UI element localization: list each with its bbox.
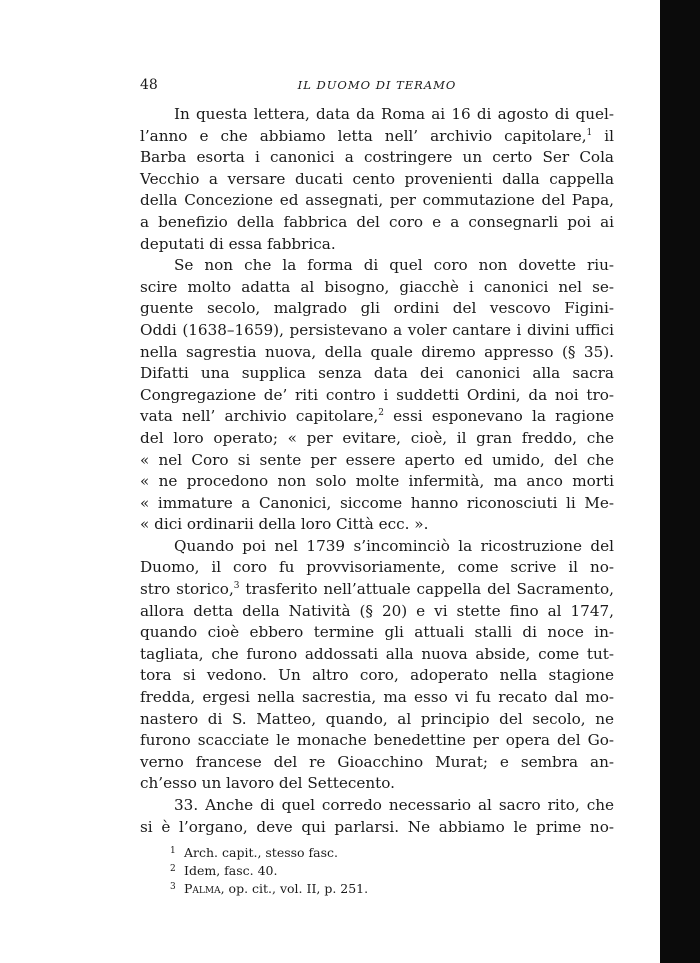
footnote-text: Arch. capit., stesso fasc. xyxy=(184,845,339,860)
text-line-content: Congregazione de’ riti contro i suddetti Ordini, da noi tro- xyxy=(140,385,614,404)
text-line-content: a benefizio della fabbrica del coro e a consegnarli poi ai xyxy=(140,212,614,231)
text-line xyxy=(140,363,614,385)
text-line xyxy=(140,471,614,493)
text-line xyxy=(140,579,614,601)
text-line xyxy=(140,277,614,299)
text-line xyxy=(140,622,614,644)
text-line-content: Vecchio a versare ducati cento provenienti dalla cappella xyxy=(140,169,614,188)
text-line-content: ch’esso un lavoro del Settecento. xyxy=(140,774,395,793)
scan-dark-edge xyxy=(660,0,700,963)
text-line-content: Difatti una supplica senza data dei canonici alla sacra xyxy=(140,364,614,383)
text-line xyxy=(140,536,614,558)
text-line-content: Quando poi nel 1739 s’incominciò la ricostruzione del xyxy=(174,536,614,555)
footnote-author: Palma xyxy=(184,881,221,896)
text-line xyxy=(140,709,614,731)
text-line-content: si è l’organo, deve qui parlarsi. Ne abbiamo le prime no- xyxy=(140,817,614,836)
text-line xyxy=(140,406,614,428)
footnote-reference: 3 xyxy=(233,581,240,592)
text-line-content: nastero di S. Matteo, quando, al principio del secolo, ne xyxy=(140,709,614,728)
footnote-mark: 1 xyxy=(170,846,176,856)
text-line-content: Se non che la forma di quel coro non dovette riu- xyxy=(174,256,614,275)
text-line-content: quando cioè ebbero termine gli attuali stalli di noce in- xyxy=(140,623,614,642)
book-page xyxy=(140,0,614,963)
footnote-reference: 1 xyxy=(586,127,593,138)
text-line-content: verno francese del re Gioacchino Murat; e sembra an- xyxy=(140,752,614,771)
text-line xyxy=(140,514,614,536)
footnote-reference: 2 xyxy=(378,408,384,419)
text-line-content: « nel Coro si sente per essere aperto ed umido, del che xyxy=(140,450,614,469)
text-line-content: deputati di essa fabbrica. xyxy=(140,234,336,253)
text-line-content: « ne procedono non solo molte infermità, ma anco morti xyxy=(140,472,614,491)
text-line-continuation: essi esponevano la ragione xyxy=(383,407,614,426)
text-line xyxy=(140,126,614,148)
text-line-content: « dici ordinarii della loro Città ecc. ». xyxy=(140,515,429,534)
text-line-continuation: trasferito nell’attuale cappella del Sacramento, xyxy=(239,580,614,599)
text-line xyxy=(140,601,614,623)
footnote-text: Idem, fasc. 40. xyxy=(184,863,278,878)
text-line-content: stro storico, xyxy=(140,580,234,599)
page-header xyxy=(140,77,614,95)
text-line xyxy=(140,687,614,709)
text-line-content: nella sagrestia nuova, della quale diremo appresso (§ 35). xyxy=(140,342,614,361)
text-line-content: l’anno e che abbiamo letta nell’ archivio capitolare, xyxy=(140,126,587,145)
text-line xyxy=(140,428,614,450)
footnote xyxy=(170,861,590,879)
text-line-content: vata nell’ archivio capitolare, xyxy=(140,407,379,426)
body-text xyxy=(140,104,614,838)
text-line-content: In questa lettera, data da Roma ai 16 di agosto di quel- xyxy=(174,105,614,123)
text-line-content: tora si vedono. Un altro coro, adoperato nella stagione xyxy=(140,666,614,685)
text-line-content: 33. Anche di quel corredo necessario al sacro rito, che xyxy=(174,796,614,814)
text-line xyxy=(140,255,614,277)
text-line-content: Duomo, il coro fu provvisoriamente, come scrive il no- xyxy=(140,558,614,577)
running-title: IL DUOMO DI TERAMO xyxy=(297,78,457,92)
text-line xyxy=(140,342,614,364)
text-line xyxy=(140,493,614,515)
text-line-content: della Concezione ed assegnati, per commutazione del Papa, xyxy=(140,191,614,210)
text-line xyxy=(140,385,614,407)
text-line-content: « immature a Canonici, siccome hanno riconosciuti li Me- xyxy=(140,493,614,512)
footnotes xyxy=(170,843,590,897)
text-line-content: allora detta della Natività (§ 20) e vi stette fino al 1747, xyxy=(140,601,614,620)
text-line-content: furono scacciate le monache benedettine per opera del Go- xyxy=(140,731,614,750)
footnote xyxy=(170,843,590,861)
text-line-content: Barba esorta i canonici a costringere un certo Ser Cola xyxy=(140,148,614,167)
text-line xyxy=(140,644,614,666)
text-line-content: tagliata, che furono addossati alla nuova abside, come tut- xyxy=(140,644,614,663)
text-line xyxy=(140,450,614,472)
text-line xyxy=(140,234,614,256)
text-line xyxy=(140,730,614,752)
text-line xyxy=(140,665,614,687)
text-line xyxy=(140,147,614,169)
text-line xyxy=(140,320,614,342)
text-line xyxy=(140,212,614,234)
text-line-continuation: il xyxy=(592,126,615,145)
text-line-content: scire molto adatta al bisogno, giacchè i canonici nel se- xyxy=(140,277,614,296)
text-line-content: guente secolo, malgrado gli ordini del vescovo Figini- xyxy=(140,299,614,318)
text-line xyxy=(140,104,614,126)
text-line xyxy=(140,752,614,774)
page-number: 48 xyxy=(140,77,158,93)
text-line xyxy=(140,795,614,817)
text-line xyxy=(140,298,614,320)
text-line-content: del loro operato; « per evitare, cioè, il gran freddo, che xyxy=(140,428,614,447)
text-line-content: fredda, ergesi nella sacrestia, ma esso vi fu recato dal mo- xyxy=(140,688,614,707)
text-line xyxy=(140,773,614,795)
text-line xyxy=(140,169,614,191)
footnote-text: , op. cit., vol. II, p. 251. xyxy=(220,881,369,896)
text-line xyxy=(140,190,614,212)
text-line xyxy=(140,557,614,579)
text-line-content: Oddi (1638–1659), persistevano a voler cantare i divini uffici xyxy=(140,320,614,339)
footnote xyxy=(170,879,590,897)
footnote-mark: 3 xyxy=(170,882,176,892)
text-line xyxy=(140,817,614,839)
footnote-mark: 2 xyxy=(170,864,176,874)
